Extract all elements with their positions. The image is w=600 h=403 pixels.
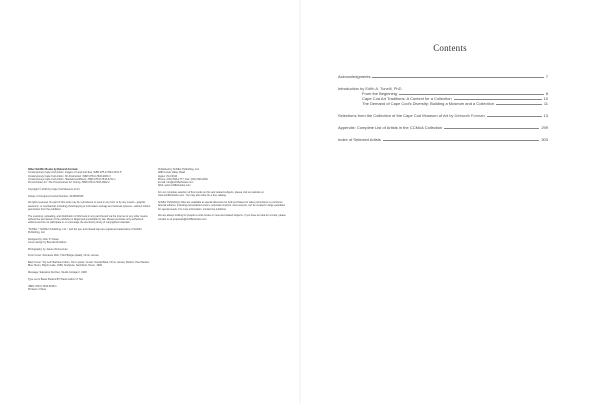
copyright-line: Copyright © 2016 by Cape Cod Museum of Art: [28, 187, 80, 191]
copyright-line: Other Schiffer Books by Deborah Forman:: [28, 168, 79, 171]
copyright-line: Published by Schiffer Publishing, Ltd.: [158, 168, 200, 171]
copyright-line: We are always looking for people to write books on new and related subjects. If you have an idea for a book, please contact us at proposals@schifferbooks.com.: [158, 214, 286, 221]
toc-entry-index[interactable]: [338, 137, 548, 142]
copyright-line: Library of Congress Control Number: 2016941535: [28, 194, 84, 198]
toc-entry-title: Selections from the Collection of the Cape Cod Museum of Art: [338, 113, 449, 118]
table-of-contents: [338, 74, 548, 142]
dot-leader: [487, 116, 542, 117]
copyright-line: ISBN: 978-0-7643-5158-1: [28, 284, 57, 288]
toc-entry-title: Cape Cod Art Traditions: A Context for a Collection: [362, 96, 452, 101]
copyright-page: [28, 168, 300, 398]
copyright-line: Phone: (610) 593-1777; Fax: (610) 593-2002: [158, 177, 208, 181]
copyright-block: [28, 271, 152, 274]
toc-entry-title: Appendix: Complete List of Artists in the CCMoA Collection: [338, 125, 443, 130]
copyright-line: Schiffer Publishing's titles are available at special discounts for bulk purchases for sales promotions or premiums. Special editions, including personalized covers, corporate imprints, and excerpts, can be created in large quantities for special needs. For more information, contact the publisher.: [158, 201, 286, 211]
copyright-line: For our complete selection of fine books on this and related subjects, please visit our website at www.schifferbooks.com. You may also write for a free catalog.: [158, 191, 264, 198]
copyright-block: [28, 215, 152, 225]
toc-page-number: 7: [545, 74, 548, 79]
copyright-block: [28, 188, 152, 191]
copyright-column-left: [28, 168, 152, 295]
copyright-line: Contemporary Cape Cod Artists: On Abstraction, ISBN 978-0-7643-4903-3: [28, 174, 111, 178]
copyright-block: [28, 201, 152, 211]
toc-page-number: 11: [543, 101, 548, 106]
copyright-line: E-mail: Info@schifferbooks.com: [158, 181, 194, 185]
contents-title: Contents: [433, 43, 467, 53]
copyright-block: [158, 214, 286, 221]
copyright-line: The scanning, uploading, and distribution of this book or any part thereof via the Internet or any other means without the permission of the publisher is illegal and punishable by law. Please purchase only authorized editions and do not participate in or encourage the electronic piracy of copyrighted materials.: [28, 214, 148, 225]
copyright-block: [28, 285, 152, 292]
publisher-block: [158, 168, 286, 188]
toc-page-number: 10: [543, 96, 548, 101]
toc-entry-title: Acknowledgments: [338, 74, 371, 79]
toc-entry-title: From the Beginning: [362, 91, 397, 96]
copyright-block: [28, 261, 152, 268]
copyright-line: 4880 Lower Valley Road: [158, 171, 186, 175]
copyright-block: [28, 195, 152, 198]
dot-leader: [383, 140, 539, 141]
copyright-line: Back Cover: Top Left: Barbara Cohen, Oil on panel; Center: Donald Beal, Oil on canvas; Bottom: Paul Resika, Blue Heron, Pilgrim Lake, 1989, Sculpture: Sal Fitzell, Heron, 1999: [28, 261, 150, 268]
copyright-line: Message: Salvatore Del Deo, Studio Cottage II, 1990: [28, 271, 87, 275]
toc-entry-byline: by Deborah Forman: [449, 113, 485, 118]
copyright-line: Atglen, PA 19310: [158, 174, 178, 178]
toc-page-number: 299: [541, 125, 548, 130]
copyright-block: [28, 168, 152, 184]
copyright-line: Photography by James Zimmerman: [28, 247, 68, 251]
dot-leader: [444, 128, 539, 129]
copyright-line: "Schiffer," "Schiffer Publishing, Ltd.," and the pen and inkwell logo are registered trademarks of Schiffer Publishing, Ltd.: [28, 227, 142, 235]
copyright-line: Printed in China: [28, 287, 46, 291]
copyright-block: [28, 278, 152, 281]
copyright-line: Web: www.schifferbooks.com: [158, 184, 191, 188]
copyright-line: Contemporary Cape Cod Artists: Images of Land and Sea, ISBN 978-0-7643-3151-5: [28, 171, 122, 175]
toc-page-number: 13: [543, 113, 548, 118]
toc-entry-byline: by Edith A. Tonelli, PhD: [360, 86, 402, 91]
copyright-block: [158, 191, 286, 198]
copyright-column-right: [158, 168, 286, 224]
copyright-line: Designed by John P. Cheek: [28, 237, 59, 241]
copyright-block: [28, 254, 152, 257]
toc-page-number: 303: [541, 137, 548, 142]
toc-entry-title: Index of Selected Artists: [338, 137, 381, 142]
copyright-block: [28, 248, 152, 251]
toc-entry-title: The Demand of Cape Cod's Diversity: Building a Museum and a Collection: [362, 101, 494, 106]
copyright-line: Provincetown Art: The Provincetown Art Colony, ISBN 978-0-7643-3602-2: [28, 181, 110, 185]
copyright-line: Front Cover: Romanos Rizk, Third Bridge (detail), Oil on canvas: [28, 254, 99, 258]
copyright-line: Cover design by Brenda McCallum: [28, 241, 67, 245]
copyright-line: All rights reserved. No part of this work may be reproduced or used in any form or by any means—graphic, electronic, or mechanical, including photocopying or information storage and retrieval systems—without written permission from the publisher.: [28, 201, 151, 211]
dot-leader: [372, 77, 543, 78]
copyright-block: [28, 228, 152, 235]
copyright-line: Type set in Bauer Bodoni BT/Trade Gothic LT Std: [28, 277, 83, 281]
dot-leader: [399, 94, 544, 95]
dot-leader: [496, 104, 542, 105]
dot-leader: [454, 99, 542, 100]
copyright-block: [28, 238, 152, 245]
copyright-line: Contemporary Cape Cod Artists: Headstones/Places, ISBN 978-0-7643-4722-1: [28, 177, 116, 181]
copyright-block: [158, 201, 286, 211]
toc-entry-title: Introduction: [338, 86, 359, 91]
toc-page-number: 8: [545, 91, 548, 96]
